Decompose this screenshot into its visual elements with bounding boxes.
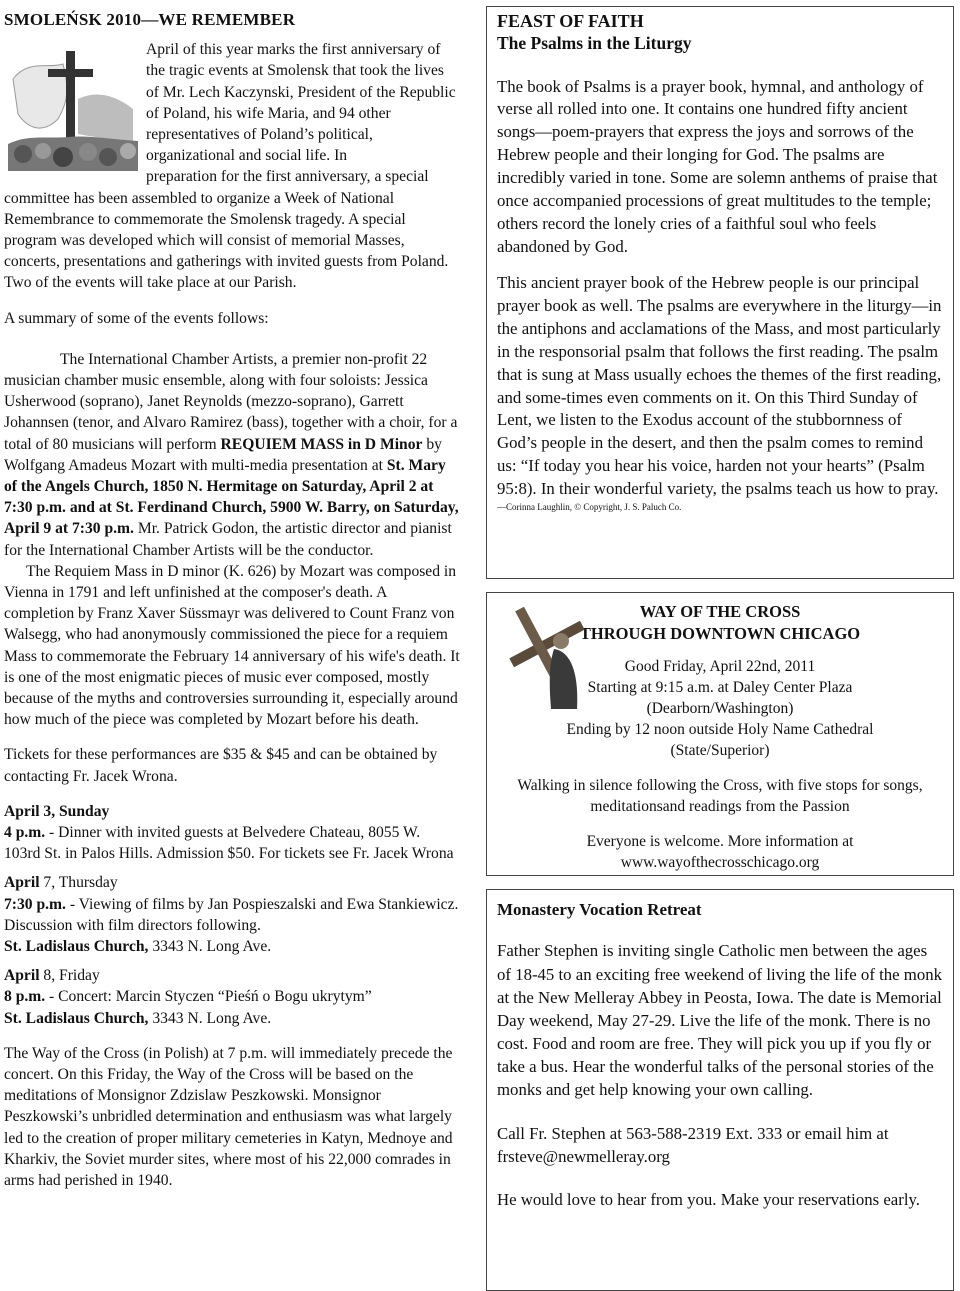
event-time: 7:30 p.m. [4, 895, 66, 913]
retreat-title: Monastery Vocation Retreat [497, 900, 702, 919]
intro-rest: preparation for the first anniversary, a special committee has been assembled to organize a Week of National Remembrance to commemorate the Smolensk tragedy. A special program was developed which will consist of memorial Masses, concerts, presentations and gatherings with invited guests from Poland. Two of the events will take place at our Parish. [4, 168, 449, 292]
requiem-paragraph: The Requiem Mass in D minor (K. 626) by Mozart was composed in Vienna in 1791 and left unfinished at the composer's death. A completion by Franz Xaver Süssmayr was delivered to Count Franz von Walsegg, who had anonymously commissioned the piece for a requiem Mass to commemorate the February 14 anniversary of his wife's death. It is one of the most enigmatic pieces of music ever composed, mostly because of the myths and controversies surrounding it, especially around how much of the piece was completed by Mozart before his death. [4, 562, 460, 729]
feast-title: FEAST OF FAITH [497, 11, 644, 31]
event-address: 3343 N. Long Ave. [148, 1009, 272, 1027]
way-start-place: (Dearborn/Washington) [646, 699, 794, 717]
event-april-3 [4, 801, 460, 865]
event-location: St. Ladislaus Church, [4, 938, 149, 956]
event-location: St. Ladislaus Church, [4, 1009, 149, 1027]
event-text: - Concert: Marcin Styczen “Pieśń o Bogu ukrytym” [45, 988, 372, 1006]
concert-text-3: Mr. Patrick Godon, the artistic director and pianist for the International Chamber Artists will be the conductor. [4, 520, 452, 559]
way-date: Good Friday, April 22nd, 2011 [624, 657, 816, 675]
feast-of-faith-box [486, 6, 954, 579]
concert-paragraph [4, 349, 460, 561]
memorial-cross-photo [8, 39, 138, 171]
feast-credit: —Corinna Laughlin, © Copyright, J. S. Paluch Co. [497, 501, 682, 512]
article-title: SMOLEŃSK 2010—WE REMEMBER [4, 10, 296, 29]
event-date: April [4, 874, 40, 892]
cross-bearer-icon [499, 599, 599, 711]
way-url-link[interactable]: www.wayofthecrosschicago.org [620, 854, 820, 872]
concert-venues: St. Mary of the Angels Church, 1850 N. Hermitage on Saturday, April 2 at 7:30 p.m. and at St. Ferdinand Church, 5900 W. Barry, on Saturday, April 9 at 7:30 p.m. [4, 456, 459, 538]
way-welcome: Everyone is welcome. More information at [586, 833, 854, 851]
event-date: April [4, 967, 40, 985]
retreat-paragraph-1: Father Stephen is inviting single Catholic men between the ages of 18-45 to an exciting free weekend of living the life of the monk at the New Melleray Abbey in Peosta, Iowa. The date is Memorial Day weekend, May 27-29. Live the life of the monk. There is no cost. Food and room are free. They will pick you up if you fly or take a bus. Hear the wonderful talks of the personal stories of the monks and get help knowing your own calling. [497, 941, 943, 1100]
way-end-place: (State/Superior) [670, 741, 770, 759]
event-date-rest: 8, Friday [39, 967, 100, 985]
event-april-7 [4, 872, 460, 957]
event-text: - Viewing of films by Jan Pospieszalski and Ewa Stankiewicz. Discussion with film directors following. [4, 895, 459, 934]
concert-text-2: by Wolfgang Amadeus Mozart with multi-media presentation at [4, 435, 442, 474]
feast-subtitle: The Psalms in the Liturgy [497, 32, 692, 53]
way-end: Ending by 12 noon outside Holy Name Cathedral [566, 720, 874, 738]
event-address: 3343 N. Long Ave. [148, 938, 272, 956]
way-of-the-cross-box [486, 592, 954, 876]
way-of-cross-paragraph: The Way of the Cross (in Polish) at 7 p.m. will immediately precede the concert. On this Friday, the Way of the Cross will be based on the meditations of Monsignor Zdzislaw Peszkowski. Monsignor Peszkowski’s unbridled determination and enthusiasm was what largely led to the creation of proper military cemeteries in Katyn, Mednoye and Kharkiv, the Soviet murder sites, where most of his 22,000 comrades in arms had perished in 1940. [4, 1044, 453, 1190]
event-text: - Dinner with invited guests at Belvedere Chateau, 8055 W. 103rd St. in Palos Hills. Admission $50. For tickets see Fr. Jacek Wrona [4, 824, 454, 863]
event-time: 4 p.m. [4, 824, 46, 842]
retreat-closing: He would love to hear from you. Make your reservations early. [497, 1190, 920, 1209]
requiem-title: REQUIEM MASS in D Minor [220, 435, 423, 453]
summary-line: A summary of some of the events follows: [4, 309, 269, 327]
event-april-8 [4, 965, 460, 1029]
intro-indented: April of this year marks the first anniversary of the tragic events at Smolensk that took the lives of Mr. Lech Kaczynski, President of the Republic of Poland, his wife Maria, and 94 other representatives of Poland’s political, organizational and social life. In [146, 41, 456, 165]
way-subtitle: THROUGH DOWNTOWN CHICAGO [579, 624, 861, 644]
tickets-paragraph: Tickets for these performances are $35 & $45 and can be obtained by contacting Fr. Jacek Wrona. [4, 746, 438, 785]
retreat-contact: Call Fr. Stephen at 563-588-2319 Ext. 333 or email him at frsteve@newmelleray.org [497, 1123, 889, 1166]
event-date: April 3, Sunday [4, 802, 110, 820]
feast-paragraph-2: This ancient prayer book of the Hebrew people is our principal prayer book as well. The psalms are everywhere in the liturgy—in the antiphons and acclamations of the Mass, and most particularly in the responsorial psalm that follows the first reading. The psalm that is sung at Mass usually echoes the themes of the first reading, and some-times even comments on it. On this Third Sunday of Lent, we listen to the Exodus account of the stubbornness of God’s people in the desert, and then the psalm comes to remind us: “If today you hear his voice, harden not your hearts” (Psalm 95:8). In their wonderful variety, the psalms teach us how to pray. [497, 273, 942, 498]
event-date-rest: 7, Thursday [39, 874, 118, 892]
monastery-retreat-box [486, 889, 954, 1291]
way-start: Starting at 9:15 a.m. at Daley Center Plaza [587, 678, 853, 696]
event-time: 8 p.m. [4, 988, 46, 1006]
way-title: WAY OF THE CROSS [639, 602, 801, 621]
concert-text-1: The International Chamber Artists, a premier non-profit 22 musician chamber music ensemble, along with four soloists: Jessica Usherwood (soprano), Janet Reynolds (mezzo-soprano), Garrett Johannsen (tenor, and Alvaro Ramirez (bass), together with a choir, for a total of 80 musicians will perform [4, 350, 458, 453]
feast-paragraph-1: The book of Psalms is a prayer book, hymnal, and anthology of verse all rolled into one. It contains one hundred fifty ancient songs—poem-prayers that express the joys and sorrows of the Hebrew people and their longing for God. The psalms are incredibly varied in tone. Some are solemn anthems of praise that once accompanied processions of great multitudes to the temple; others record the lonely cries of a faithful soul who feels abandoned by God. [497, 76, 938, 256]
way-walk-text: Walking in silence following the Cross, with five stops for songs, meditationsand readings from the Passion [517, 776, 923, 815]
smolensk-article [4, 6, 460, 1191]
